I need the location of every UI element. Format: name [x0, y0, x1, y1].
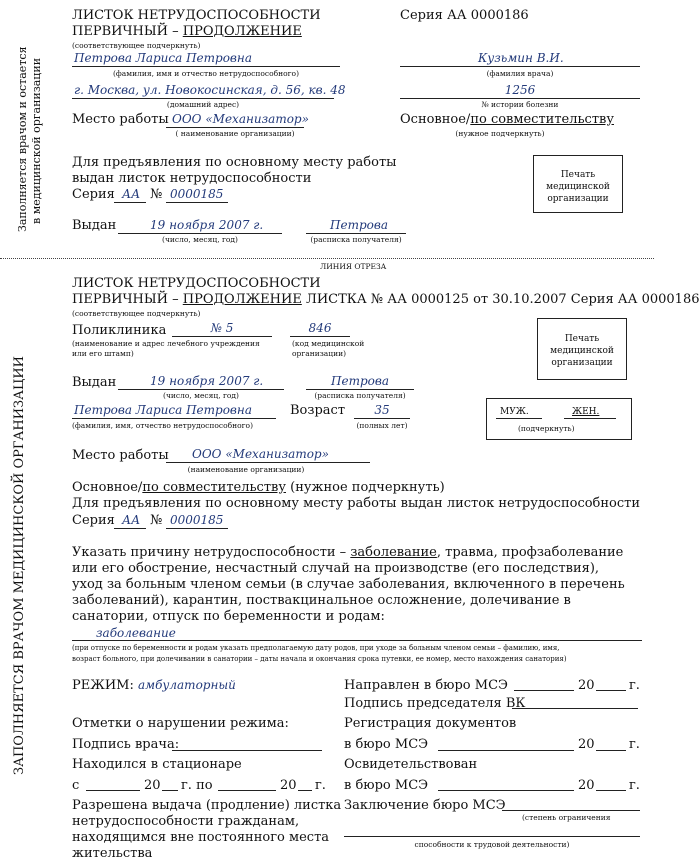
bottom-work-line	[166, 462, 370, 463]
top-work-caption: ( наименование организации)	[175, 129, 295, 138]
sex-male-line	[496, 418, 542, 419]
hosp-year-1-line	[162, 790, 178, 791]
top-present-1: Для предъявления по основному месту работы	[72, 155, 397, 170]
top-history-line	[400, 98, 640, 99]
bottom-hint: (соответствующее подчеркнуть)	[72, 309, 201, 318]
reason-note: (при отпуске по беременности и родам указать предполагаемую дату родов, при уходе за больным членом семьи – фамилию, имя, возраст больного, при долечивании в санатории – даты начала и окончания срока путевки, ее номер, место нахождения санатория)	[72, 644, 567, 663]
reason-line	[72, 640, 642, 641]
conclusion-line	[502, 810, 640, 811]
cut-line	[0, 258, 654, 259]
limit-caption: (степень ограничения	[522, 813, 611, 822]
top-work-line	[166, 127, 304, 128]
sex-box	[486, 398, 632, 440]
sex-female: ЖЕН.	[572, 407, 600, 417]
age-caption: (полных лет)	[356, 421, 408, 430]
bottom-patient: Петрова Лариса Петровна	[74, 403, 252, 417]
conclusion-label: Заключение бюро МСЭ	[344, 798, 506, 813]
bottom-work-label: Место работы	[72, 448, 169, 463]
reg-g: г.	[629, 737, 640, 752]
allowed-text: Разрешена выдача (продление) листка нетрудоспособности гражданам, находящимся вне постоянного места жительства	[72, 798, 342, 861]
mse-sent-year: 20	[578, 678, 595, 693]
hosp-from-line	[86, 790, 140, 791]
exam-in-mse: в бюро МСЭ	[344, 778, 429, 793]
hosp-to-line	[218, 790, 276, 791]
bottom-patient-line	[72, 418, 276, 419]
mse-sent-g: г.	[629, 678, 640, 693]
doctor-sign-line	[172, 750, 322, 751]
top-title-2: ПЕРВИЧНЫЙ – ПРОДОЛЖЕНИЕ	[72, 24, 302, 39]
bottom-series-line	[114, 528, 146, 529]
top-issued-date: 19 ноября 2007 г.	[150, 218, 264, 232]
top-address-line	[72, 98, 334, 99]
bottom-issued-date: 19 ноября 2007 г.	[150, 374, 264, 388]
mse-sent-line	[514, 690, 574, 691]
bottom-series-value: АА	[122, 513, 141, 527]
hosp-from: с	[72, 778, 80, 793]
sex-caption: (подчеркнуть)	[518, 424, 575, 433]
reg-year: 20	[578, 737, 595, 752]
top-history-caption: № истории болезни	[481, 100, 559, 109]
reason-line-1: Указать причину нетрудоспособности – заболевание, травма, профзаболевание	[72, 545, 624, 560]
top-no-line	[166, 202, 228, 203]
regime-label: РЕЖИМ:	[72, 678, 134, 693]
reg-year-line	[596, 750, 626, 751]
top-present-2: выдан листок нетрудоспособности	[72, 171, 312, 186]
age-label: Возраст	[290, 403, 346, 418]
mse-sent-year-line	[596, 690, 626, 691]
exam-year: 20	[578, 778, 595, 793]
top-address: г. Москва, ул. Новокосинская, д. 56, кв. 48	[74, 83, 346, 97]
top-need-caption: (нужное подчеркнуть)	[455, 129, 545, 138]
top-address-caption: (домашний адрес)	[166, 100, 240, 109]
reason-line-2: или его обострение, несчастный случай на производстве (его последствия),	[72, 561, 600, 576]
bottom-no-label: №	[150, 513, 163, 528]
top-series-row: Серия	[72, 187, 115, 202]
bottom-title-1: ЛИСТОК НЕТРУДОСПОСОБНОСТИ	[72, 276, 321, 291]
clinic-code: 846	[308, 321, 332, 335]
exam-year-line	[596, 790, 626, 791]
cut-line-label: ЛИНИЯ ОТРЕЗА	[320, 262, 387, 271]
bottom-receiver-line	[306, 389, 414, 390]
top-employment: Основное/по совместительству	[400, 112, 614, 127]
clinic-code-line	[290, 336, 350, 337]
top-issued-caption: (число, месяц, год)	[162, 235, 238, 244]
top-receiver-caption: (расписка получателя)	[310, 235, 402, 244]
top-doctor-name: Кузьмин В.И.	[478, 51, 564, 65]
top-patient-caption: (фамилия, имя и отчество нетрудоспособного)	[113, 69, 299, 78]
bottom-issued-label: Выдан	[72, 375, 117, 390]
top-work-label: Место работы	[72, 112, 169, 127]
top-hint: (соответствующее подчеркнуть)	[72, 41, 201, 50]
hospital-label: Находился в стационаре	[72, 757, 242, 772]
reason-line-5: санатории, отпуск по беременности и родам:	[72, 609, 385, 624]
examined-label: Освидетельствован	[344, 757, 478, 772]
top-title-1: ЛИСТОК НЕТРУДОСПОСОБНОСТИ	[72, 8, 321, 23]
reg-in-mse: в бюро МСЭ	[344, 737, 429, 752]
top-receiver: Петрова	[330, 218, 388, 232]
reg-line	[438, 750, 574, 751]
bottom-receiver: Петрова	[331, 374, 389, 388]
hosp-to: г. по	[181, 778, 213, 793]
top-doctor-caption: (фамилия врача)	[486, 69, 554, 78]
top-stamp-box: Печать медицинской организации	[533, 155, 623, 213]
exam-line	[438, 790, 574, 791]
exam-g: г.	[629, 778, 640, 793]
sex-female-line	[564, 418, 616, 419]
hosp-g: г.	[315, 778, 326, 793]
bottom-no-value: 0000185	[170, 513, 224, 527]
bottom-series-label: Серия	[72, 513, 115, 528]
bottom-receiver-caption: (расписка получателя)	[314, 391, 406, 400]
hosp-year-2-line	[298, 790, 312, 791]
bottom-stamp-box: Печать медицинской организации	[537, 318, 627, 380]
bottom-work-value: ООО «Механизатор»	[192, 447, 329, 461]
bottom-issued-caption: (число, месяц, год)	[163, 391, 239, 400]
regime-value: амбулаторный	[138, 678, 236, 692]
bottom-no-line	[166, 528, 228, 529]
top-patient-name: Петрова Лариса Петровна	[74, 51, 252, 65]
bottom-issued-line	[118, 389, 284, 390]
bottom-present: Для предъявления по основному месту работы выдан листок нетрудоспособности	[72, 496, 641, 511]
reason-value: заболевание	[96, 626, 176, 640]
side-note-bottom: ЗАПОЛНЯЕТСЯ ВРАЧОМ МЕДИЦИНСКОЙ ОРГАНИЗАЦИИ	[12, 356, 27, 775]
ability-line	[344, 836, 640, 837]
hosp-year-1: 20	[144, 778, 161, 793]
ability-caption: способности к трудовой деятельности)	[414, 840, 570, 849]
side-note-top: Заполняется врачом и остается в медицинской организации	[16, 46, 43, 232]
clinic-code-caption: (код медицинской организации)	[292, 339, 365, 358]
bottom-title-2: ПЕРВИЧНЫЙ – ПРОДОЛЖЕНИЕ ЛИСТКА № АА 0000125 от 30.10.2007 Серия АА 0000186	[72, 292, 700, 307]
reason-line-4: заболеваний), карантин, поствакцинальное осложнение, долечивание в	[72, 593, 571, 608]
top-work-value: ООО «Механизатор»	[172, 112, 309, 126]
sex-male: МУЖ.	[500, 407, 529, 417]
age-value: 35	[374, 403, 390, 417]
clinic-value: № 5	[210, 321, 234, 335]
bottom-work-caption: (наименование организации)	[187, 465, 305, 474]
top-series-value: АА	[122, 187, 141, 201]
top-receiver-line	[306, 233, 406, 234]
clinic-label: Поликлиника	[72, 323, 167, 338]
top-history-no: 1256	[504, 83, 536, 97]
top-issued-line	[118, 233, 282, 234]
doctor-sign-label: Подпись врача:	[72, 737, 180, 752]
age-line	[354, 418, 410, 419]
top-doctor-line	[400, 66, 640, 67]
hosp-year-2: 20	[280, 778, 297, 793]
bottom-patient-caption: (фамилия, имя, отчество нетрудоспособного)	[72, 421, 253, 430]
bottom-employment: Основное/по совместительству (нужное подчеркнуть)	[72, 480, 445, 495]
vk-sign-label: Подпись председателя ВК	[344, 696, 526, 711]
reason-line-3: уход за больным членом семьи (в случае заболевания, включенного в перечень	[72, 577, 625, 592]
clinic-line	[172, 336, 272, 337]
vk-sign-line	[512, 708, 638, 709]
top-series-line	[114, 202, 146, 203]
top-no-value: 0000185	[170, 187, 224, 201]
top-series: Серия АА 0000186	[400, 8, 529, 23]
reg-docs-label: Регистрация документов	[344, 716, 517, 731]
top-patient-line	[72, 66, 340, 67]
clinic-caption: (наименование и адрес лечебного учреждения или его штамп)	[72, 339, 260, 358]
top-no-label: №	[150, 187, 163, 202]
top-issued-label: Выдан	[72, 218, 117, 233]
mse-sent-label: Направлен в бюро МСЭ	[344, 678, 508, 693]
violations-label: Отметки о нарушении режима:	[72, 716, 289, 731]
